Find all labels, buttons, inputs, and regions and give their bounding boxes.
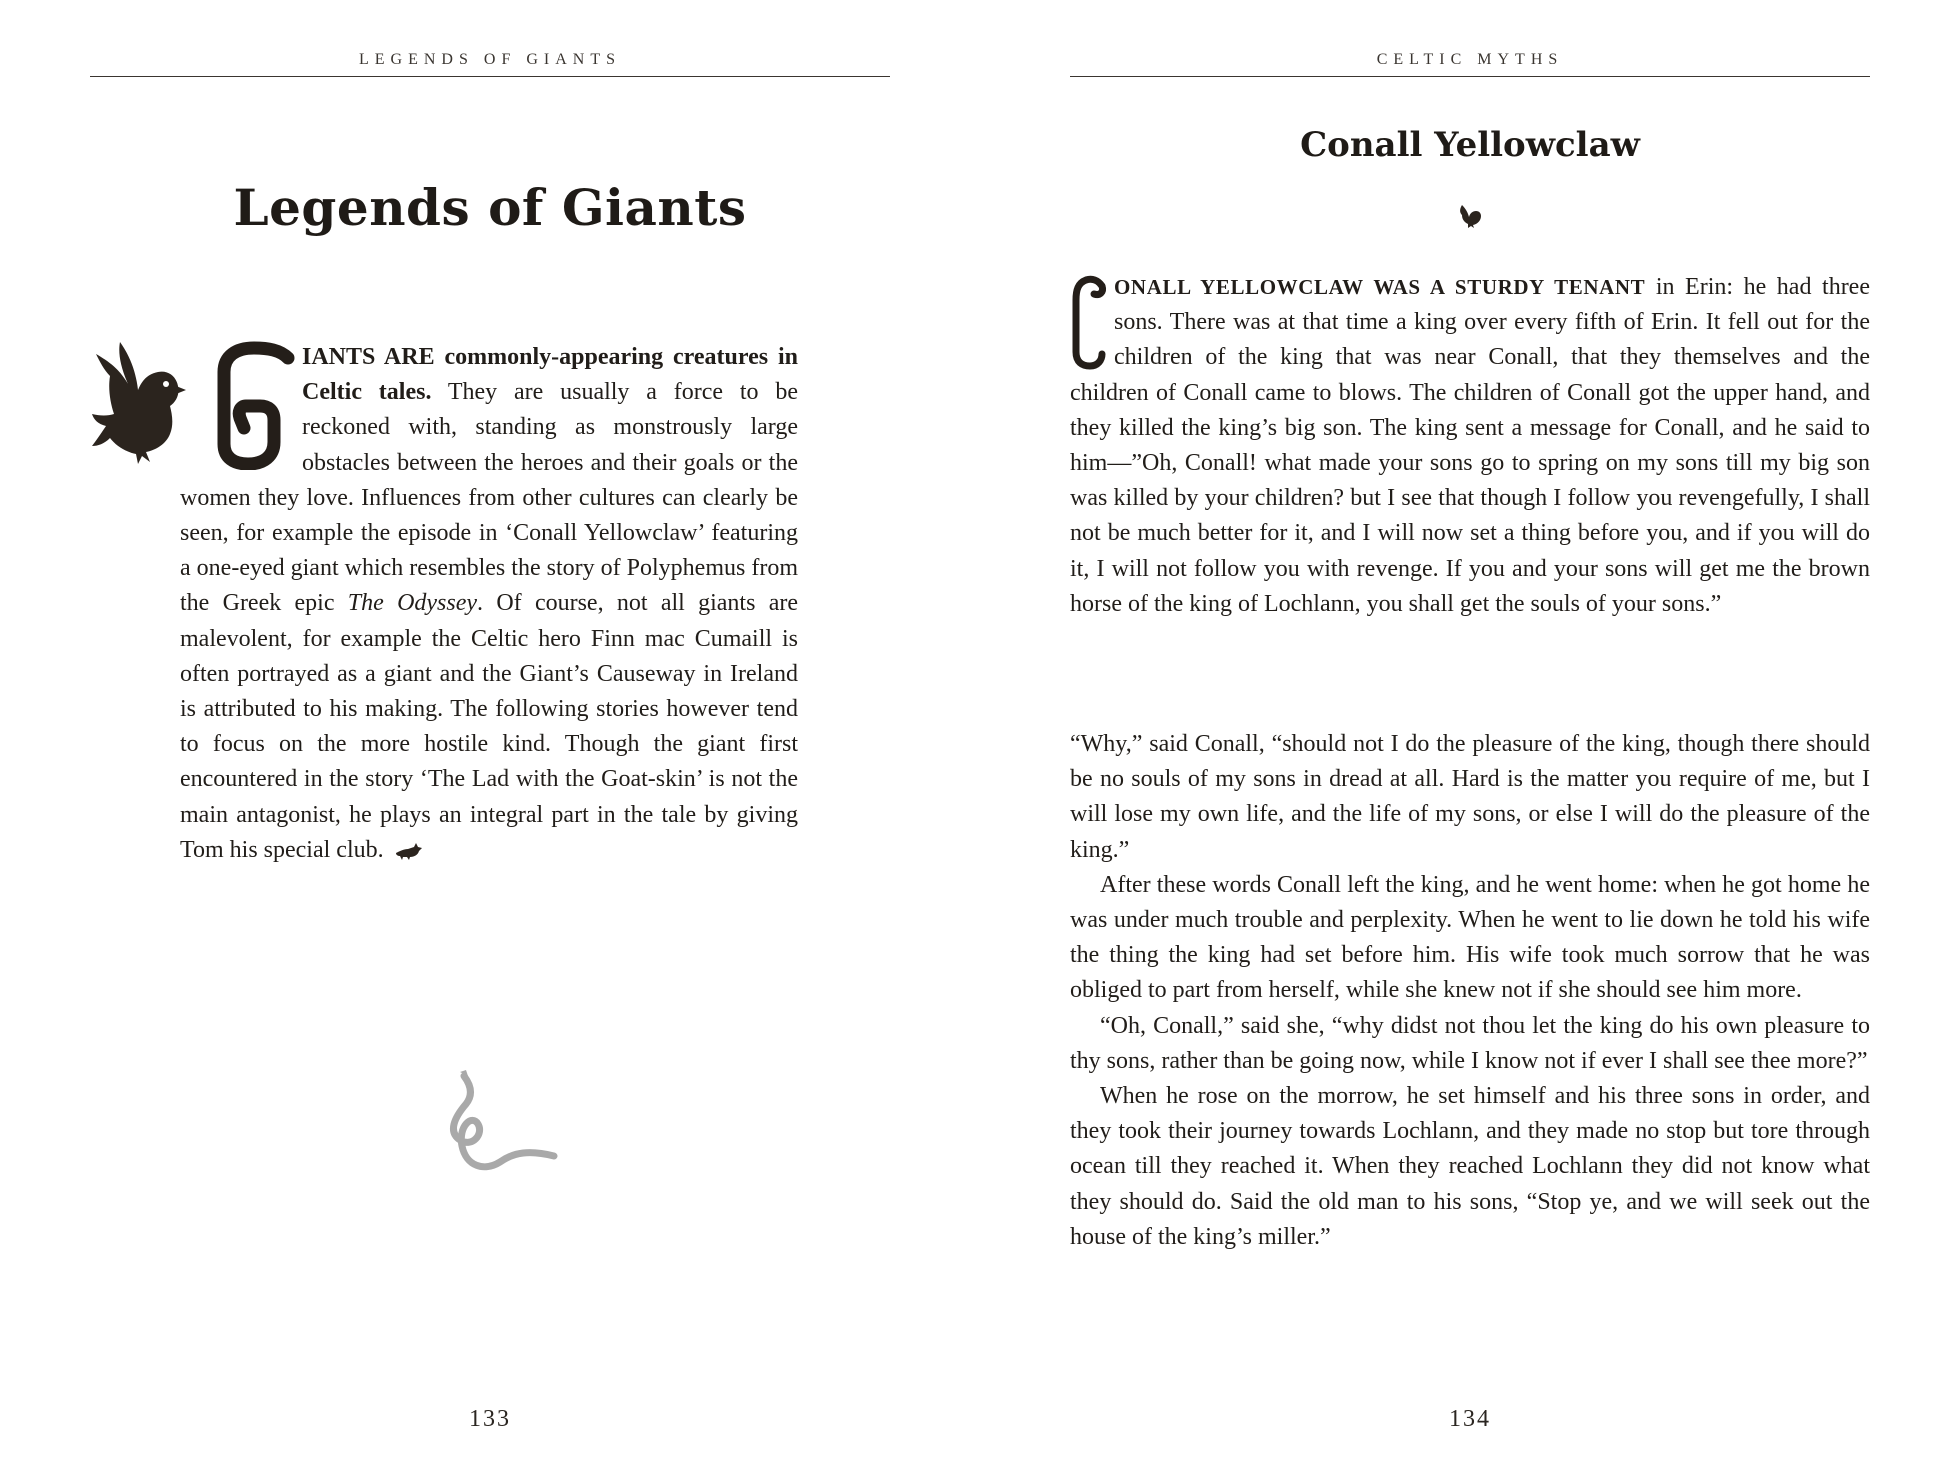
running-head: CELTIC MYTHS — [1376, 51, 1564, 68]
small-bird-icon — [1458, 203, 1482, 229]
serpent-ornament-icon — [444, 1070, 564, 1180]
paragraph: After these words Conall left the king, and he went home: when he got home he was under much trouble and perplexity. When he went to lie down he told his wife the thing the king had set before him. His wife took much sorrow that he was obliged to part from herself, while she knew not if she should see him more. — [1070, 871, 1870, 1004]
chapter-title: Legends of Giants — [233, 178, 747, 237]
lead-in-text: IANTS ARE commonly-appearing creatures in Celtic tales. — [302, 344, 798, 406]
fox-icon — [394, 841, 424, 861]
paragraph: “Oh, Conall,” said she, “why didst not thou let the king do his own pleasure to thy sons, rather than be going now, while I know not if ever I shall see thee more?” — [1070, 1012, 1870, 1074]
paragraph: “Why,” said Conall, “should not I do the pleasure of the king, though there should be no souls of my sons in dread at all. Hard is the matter you require of me, but I will lose my own life, and the life of my sons, or else I will do the pleasure of the king.” — [1070, 731, 1870, 863]
header-rule — [1070, 76, 1870, 77]
drop-cap-letter: C — [1070, 364, 1071, 365]
drop-cap-c — [1070, 274, 1114, 374]
body-text: They are usually a force to be reckoned with, standing as monstrously large obstacles between the heroes and their goals or the women they love. Influences from other cultures can clearly be seen, for example the episode in ‘Conall Yellowclaw’ featuring a one-eyed giant which resembles the story of Polyphemus from the Greek epic — [180, 379, 799, 617]
page-number: 133 — [469, 1406, 511, 1432]
drop-cap-glyph — [1070, 274, 1108, 370]
intro-paragraph — [180, 340, 798, 868]
header-rule — [90, 76, 890, 77]
page-number: 134 — [1449, 1406, 1491, 1432]
body-text: in Erin: he had three sons. There was at that time a king over every fifth of Erin. It fell out for the children of the king that was near Conall, that they themselves and the children of Conall came to blows. The children of Conall got the upper hand, and they killed the king’s big son. The king sent a message for Conall, and he said to him—”Oh, Conall! what made your sons go to spring on my sons till my big son was killed by your children? but I see that though I follow you revengefully, I shall not be much better for it, and I will now set a thing before you, and if you will do it, I will not follow you with revenge. If you and your sons will get me the brown horse of the king of Lochlann, you shall get the souls of your sons.” — [1070, 274, 1870, 617]
running-head: LEGENDS OF GIANTS — [359, 51, 621, 68]
bird-ornament-icon — [90, 340, 190, 470]
drop-cap-glyph — [180, 340, 298, 470]
lead-in-text: ONALL YELLOWCLAW WAS A STURDY TENANT — [1114, 275, 1646, 299]
book-title: The Odyssey — [347, 590, 478, 617]
story-continuation — [1070, 727, 1870, 1255]
chapter-title: Conall Yellowclaw — [1300, 125, 1640, 165]
right-page — [1070, 0, 1870, 1482]
left-page — [90, 0, 890, 1482]
drop-cap-letter: G — [186, 460, 187, 461]
body-text: . Of course, not all giants are malevolent, for example the Celtic hero Finn mac Cumaill is often portrayed as a giant and the Giant’s Causeway in Ireland is attributed to his making. The following stories however tend to focus on the more hostile kind. Though the giant first encountered in the story ‘The Lad with the Goat-skin’ is not the main antagonist, he plays an integral part in the tale by giving Tom his special club. — [180, 590, 799, 863]
story-opening — [1070, 270, 1870, 622]
drop-cap-g — [180, 340, 302, 476]
paragraph: When he rose on the morrow, he set himself and his three sons in order, and they took their journey towards Lochlann, and they made no stop but tore through ocean till they reached it. When they reached Lochlann they did not know what they should do. Said the old man to his sons, “Stop ye, and we will seek out the house of the king’s miller.” — [1070, 1083, 1870, 1250]
